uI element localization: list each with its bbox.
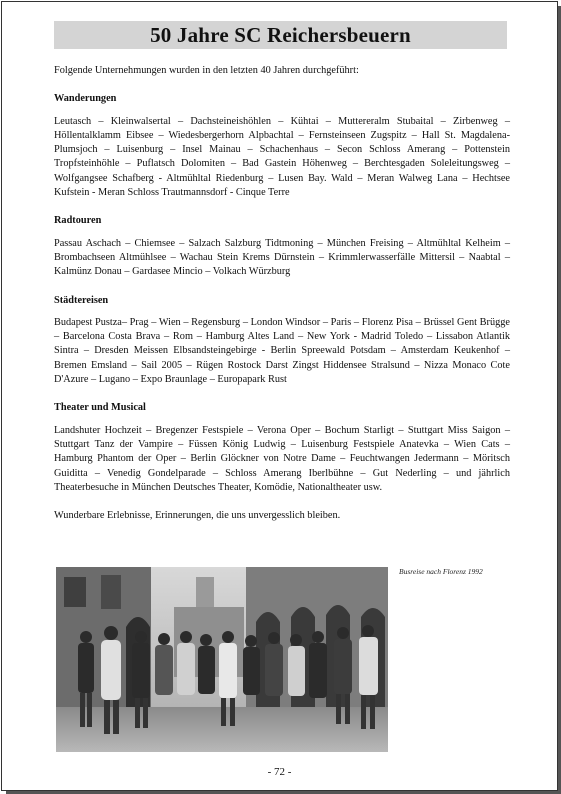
page-number: - 72 - <box>267 766 292 778</box>
section-heading-radtouren: Radtouren <box>54 215 102 227</box>
photo-caption: Busreise nach Florenz 1992 <box>399 567 483 576</box>
closing-text: Wunderbare Erlebnisse, Erinnerungen, die uns unvergesslich bleiben. <box>54 510 341 522</box>
section-heading-staedtereisen: Städtereisen <box>54 294 109 306</box>
main-content <box>54 64 510 523</box>
intro-text: Folgende Unternehmungen wurden in den letzten 40 Jahren durchgeführt: <box>54 65 359 76</box>
page-title: 50 Jahre SC Reichersbeuern <box>150 22 411 47</box>
photo-illustration <box>56 567 388 752</box>
section-heading-wanderungen: Wanderungen <box>54 93 117 105</box>
section-body-radtouren: Passau Aschach – Chiemsee – Salzach Salzburg Tidtmoning – München Freising – Altmühltal Kelheim – Brombachseen Altmühlsee – Wachau Stein Krems Dürnstein – Krimmlerwasserfälle Mittersil – Naabtal – Kalmünz Donau – Gardasee Mincio – Volkach Würzburg <box>54 237 510 278</box>
section-heading-theater: Theater und Musical <box>54 402 146 414</box>
group-photo <box>56 567 388 752</box>
section-body-staedtereisen: Budapest Pustza– Prag – Wien – Regensburg – London Windsor – Paris – Florenz Pisa – Brüssel Gent Brügge – Barcelona Costa Brava – Rom – Hamburg Altes Land – New York - Madrid Toledo – Lissabon Atlantik Sintra – Dresden Meissen Elbsandsteingebirge - Berlin Spreewald Potsdam – Amsterdam Keukenhof – Bremen Emsland – Sail 2005 – Rügen Rostock Darst Zingst Hiddensee Stralsund – Nizza Monaco Cote D'Azure – Lugano – Expo Braunlage – Europapark Rust <box>54 316 510 386</box>
document-page <box>1 1 558 791</box>
section-body-theater: Landshuter Hochzeit – Bregenzer Festspiele – Verona Oper – Bochum Starligt – Stuttgart Miss Saigon – Stuttgart Tanz der Vampire – Füssen König Ludwig – Luisenburg Festspiele Anatevka – Wien Cats – Hamburg Phantom der Oper – Berlin Glöckner von Notre Dame – Feuchtwangen Jedermann – Möritsch Guiditta – Venedig Gondelparade – Schloss Amerang Iberlbühne – Gut Nederling – und jährlich Theaterbesuche in München Deutsches Theater, Komödie, Nationaltheater usw. <box>54 424 510 493</box>
section-body-wanderungen: Leutasch – Kleinwalsertal – Dachsteineishöhlen – Kühtai – Muttereralm Stubaital – Zirbenweg – Höllentalklamm Eibsee – Wiedesbergerhorn Alpbachtal – Fernsteinseen Zugspitz – Hall St. Magdalena- Plumsjoch – Luisenburg – Insel Mainau – Schachenhaus – Secon Schloss Amerang – Pottenstein Tropfsteinhöhle – Puflatsch Dolomiten – Bad Gastein Höhenweg – Berchtesgaden Soleleitungsweg – Wolfgangsee Schafberg - Altmühltal Riedenburg – Lusen Bay. Wald – Meran Walweg Lana – Hechtsee Kufstein - Meran Schloss Trautmannsdorf - Cinque Terre <box>54 115 510 199</box>
title-banner <box>54 21 507 49</box>
